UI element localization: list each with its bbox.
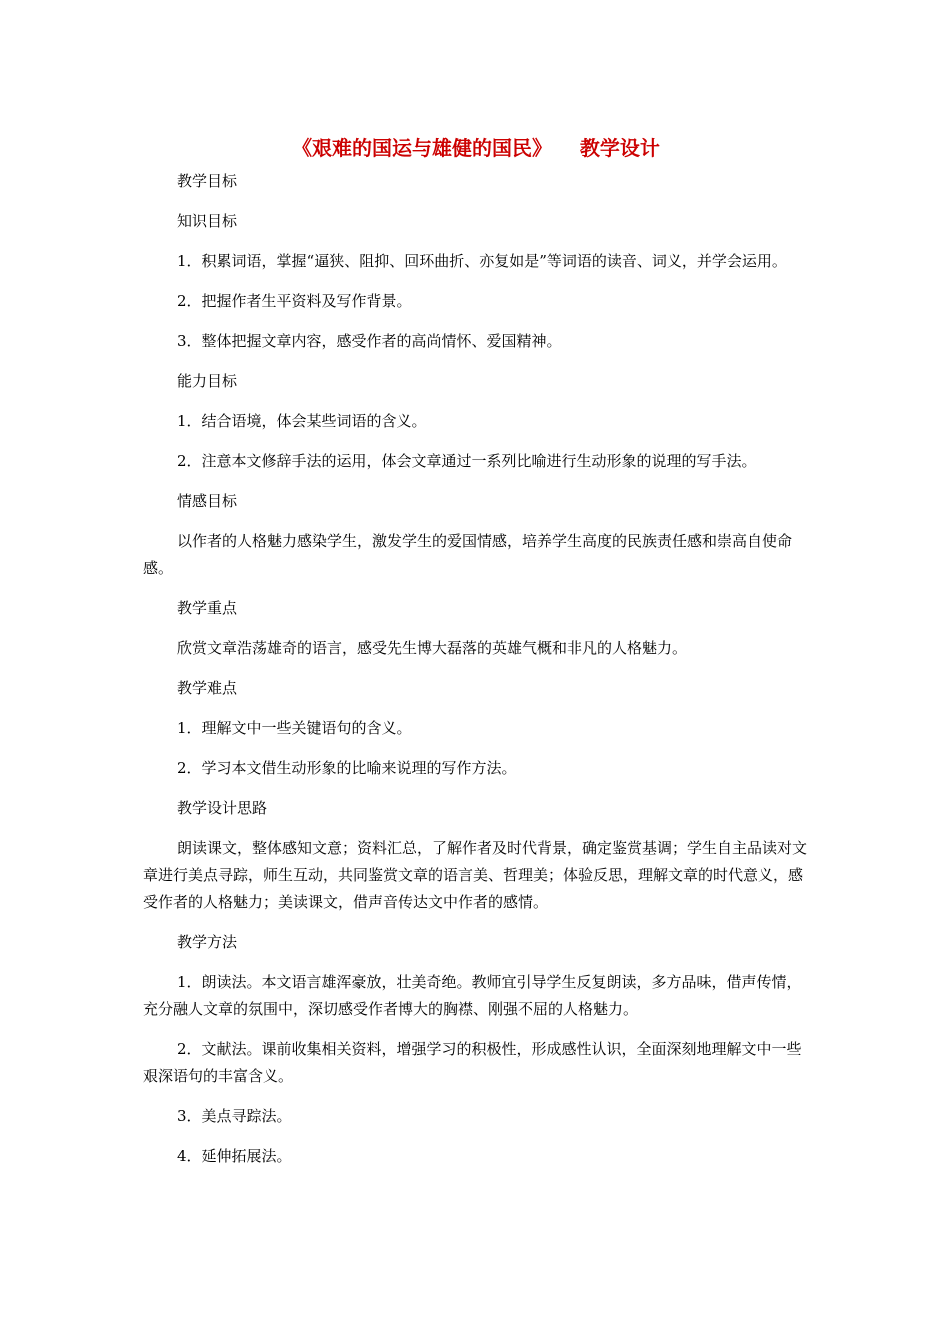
knowledge-goal-2: 2．把握作者生平资料及写作背景。 <box>177 292 412 310</box>
method-2: 2．文献法。课前收集相关资料，增强学习的积极性，形成感性认识，全面深刻地理解文中一些艰深语句的丰富含义。 <box>143 1040 802 1085</box>
design-ideas: 朗读课文，整体感知文意；资料汇总，了解作者及时代背景，确定鉴赏基调；学生自主品读对文章进行美点寻踪，师生互动，共同鉴赏文章的语言美、哲理美；体验反思，理解文章的时代意义，感受作者的人格魅力；美读课文，借声音传达文中作者的感情。 <box>143 839 808 911</box>
heading-ability-goals: 能力目标 <box>177 372 238 390</box>
emotion-goal: 以作者的人格魅力感染学生，激发学生的爱国情感，培养学生高度的民族责任感和崇高自使命感。 <box>143 532 793 577</box>
knowledge-goal-1: 1．积累词语，掌握“逼狭、阻抑、回环曲折、亦复如是”等词语的读音、词义，并学会运用。 <box>177 252 787 270</box>
difficulty-2: 2．学习本文借生动形象的比喻来说理的写作方法。 <box>177 759 517 777</box>
difficulty-1: 1．理解文中一些关键语句的含义。 <box>177 719 412 737</box>
heading-design-ideas: 教学设计思路 <box>177 799 268 817</box>
document-body <box>143 168 815 1183</box>
heading-knowledge-goals: 知识目标 <box>177 212 238 230</box>
document-title: 《艰难的国运与雄健的国民》 教学设计 <box>292 136 660 160</box>
ability-goal-2: 2．注意本文修辞手法的运用，体会文章通过一系列比喻进行生动形象的说理的写手法。 <box>177 452 757 470</box>
ability-goal-1: 1．结合语境，体会某些词语的含义。 <box>177 412 427 430</box>
knowledge-goal-3: 3．整体把握文章内容，感受作者的高尚情怀、爱国精神。 <box>177 332 562 350</box>
heading-methods: 教学方法 <box>177 933 238 951</box>
heading-teaching-goals: 教学目标 <box>177 172 238 190</box>
key-point: 欣赏文章浩荡雄奇的语言，感受先生博大磊落的英雄气概和非凡的人格魅力。 <box>177 639 688 657</box>
method-4: 4．延伸拓展法。 <box>177 1147 292 1165</box>
heading-key-points: 教学重点 <box>177 599 238 617</box>
heading-emotion-goals: 情感目标 <box>177 492 238 510</box>
method-3: 3．美点寻踪法。 <box>177 1107 292 1125</box>
method-1: 1．朗读法。本文语言雄浑豪放，壮美奇绝。教师宜引导学生反复朗读，多方品味，借声传情，充分融人文章的氛围中，深切感受作者博大的胸襟、刚强不屈的人格魅力。 <box>143 973 802 1018</box>
heading-difficulties: 教学难点 <box>177 679 238 697</box>
